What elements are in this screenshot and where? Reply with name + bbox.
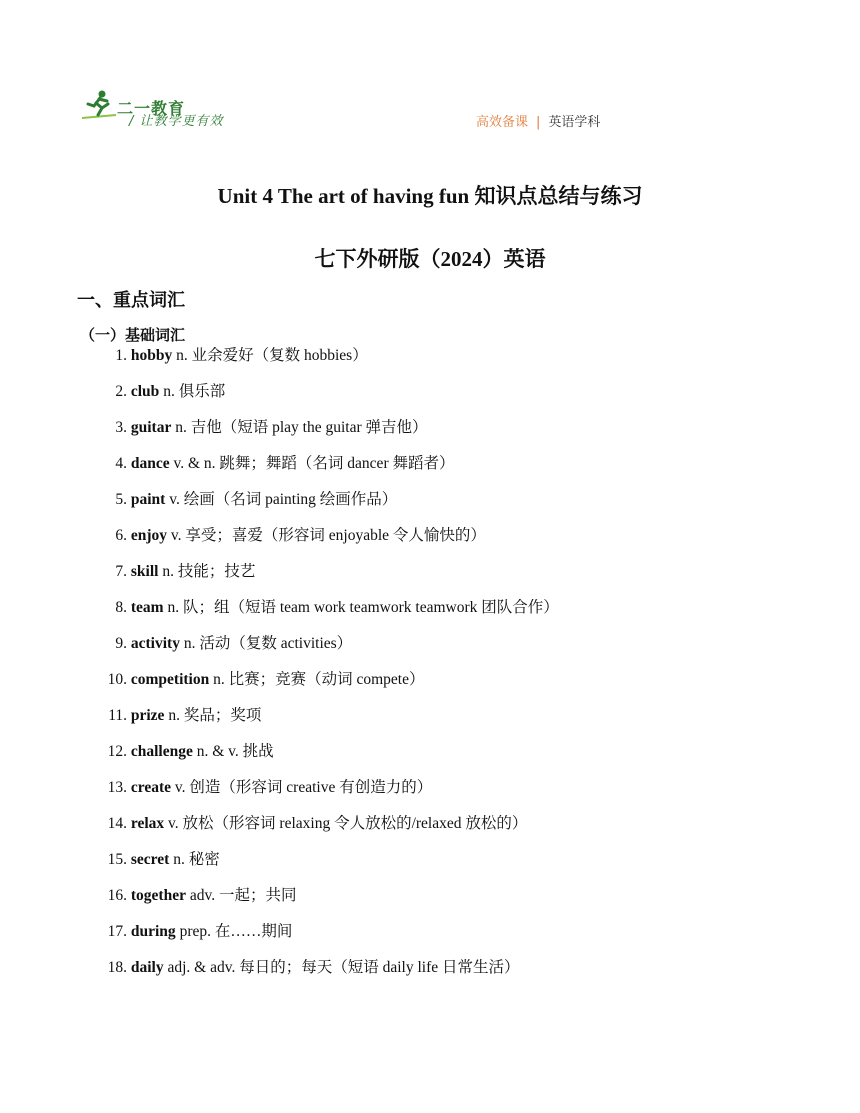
item-number: 9.: [115, 635, 127, 652]
item-number: 4.: [115, 455, 127, 472]
list-item: [80, 560, 255, 584]
vocab-definition: n. & v. 挑战: [192, 743, 274, 760]
section-heading: 一、重点词汇: [77, 290, 185, 311]
vocab-word: guitar: [130, 419, 172, 436]
item-number: 15.: [107, 851, 127, 868]
list-item: [80, 488, 397, 512]
list-item: [80, 704, 261, 728]
document-subtitle: 七下外研版（2024）英语: [314, 247, 546, 271]
vocab-definition: prep. 在……期间: [175, 923, 293, 940]
page-header: [0, 0, 860, 140]
list-item: [80, 776, 432, 800]
vocab-definition: n. 技能；技艺: [158, 563, 256, 580]
vocab-word: competition: [130, 671, 210, 688]
vocab-word: create: [130, 779, 172, 796]
list-item: [80, 848, 220, 872]
vocab-word: prize: [130, 707, 165, 724]
logo-slogan: / 让教学更有效: [129, 114, 224, 129]
item-number: 8.: [115, 599, 127, 616]
item-number: 10.: [107, 671, 127, 688]
list-item: [80, 452, 454, 476]
item-number: 2.: [115, 383, 127, 400]
header-tag-secondary: 英语学科: [548, 115, 601, 130]
vocab-word: during: [130, 923, 176, 940]
vocab-word: relax: [130, 815, 165, 832]
item-number: 16.: [107, 887, 127, 904]
list-item: [80, 416, 428, 440]
item-number: 12.: [107, 743, 127, 760]
vocab-word: challenge: [130, 743, 193, 760]
list-item: [80, 920, 292, 944]
vocab-word: activity: [130, 635, 180, 652]
list-item: [80, 956, 520, 980]
list-item: [80, 740, 274, 764]
item-number: 13.: [107, 779, 127, 796]
item-number: 11.: [108, 707, 127, 724]
list-item: [80, 380, 225, 404]
vocab-definition: v. & n. 跳舞；舞蹈（名词 dancer 舞蹈者）: [169, 455, 455, 472]
item-number: 18.: [107, 959, 127, 976]
list-item: [80, 344, 368, 368]
list-item: [80, 632, 352, 656]
item-number: 14.: [107, 815, 127, 832]
item-number: 7.: [115, 563, 127, 580]
vocab-definition: n. 吉他（短语 play the guitar 弹吉他）: [171, 419, 428, 436]
subsection-heading: （一）基础词汇: [80, 326, 186, 344]
vocab-definition: n. 奖品；奖项: [164, 707, 262, 724]
vocab-definition: adv. 一起；共同: [185, 887, 297, 904]
list-item: [80, 884, 296, 908]
vocab-word: enjoy: [130, 527, 168, 544]
vocab-definition: v. 创造（形容词 creative 有创造力的）: [171, 779, 433, 796]
item-number: 17.: [107, 923, 127, 940]
vocab-word: hobby: [130, 347, 173, 364]
list-item: [80, 668, 425, 692]
brand-logo: [80, 88, 280, 132]
vocab-definition: n. 活动（复数 activities）: [179, 635, 353, 652]
header-tag-primary: 高效备课: [476, 115, 529, 130]
vocab-word: skill: [130, 563, 159, 580]
vocab-word: together: [130, 887, 186, 904]
item-number: 3.: [115, 419, 127, 436]
vocab-definition: n. 队；组（短语 team work teamwork teamwork 团队合作）: [163, 599, 559, 616]
vocab-definition: adj. & adv. 每日的；每天（短语 daily life 日常生活）: [163, 959, 520, 976]
document-title: Unit 4 The art of having fun 知识点总结与练习: [217, 184, 643, 208]
vocab-word: club: [130, 383, 160, 400]
logo-name: 二一教育: [117, 99, 186, 118]
vocab-definition: v. 享受；喜爱（形容词 enjoyable 令人愉快的）: [167, 527, 486, 544]
vocab-definition: n. 业余爱好（复数 hobbies）: [172, 347, 368, 364]
item-number: 5.: [115, 491, 127, 508]
vocab-definition: v. 绘画（名词 painting 绘画作品）: [165, 491, 398, 508]
list-item: [80, 524, 486, 548]
vocab-word: secret: [130, 851, 170, 868]
vocab-word: team: [130, 599, 164, 616]
list-item: [80, 596, 559, 620]
header-tagline: [476, 111, 600, 130]
vocab-word: dance: [130, 455, 170, 472]
vocab-definition: n. 秘密: [169, 851, 220, 868]
vocab-definition: v. 放松（形容词 relaxing 令人放松的/relaxed 放松的）: [164, 815, 528, 832]
list-item: [80, 812, 527, 836]
runner-icon: [80, 88, 120, 122]
item-number: 6.: [115, 527, 127, 544]
vocab-word: paint: [130, 491, 166, 508]
header-tag-separator: |: [536, 115, 541, 130]
vocab-definition: n. 比赛；竞赛（动词 compete）: [209, 671, 425, 688]
item-number: 1.: [115, 347, 127, 364]
vocab-definition: n. 俱乐部: [159, 383, 226, 400]
vocab-word: daily: [130, 959, 164, 976]
